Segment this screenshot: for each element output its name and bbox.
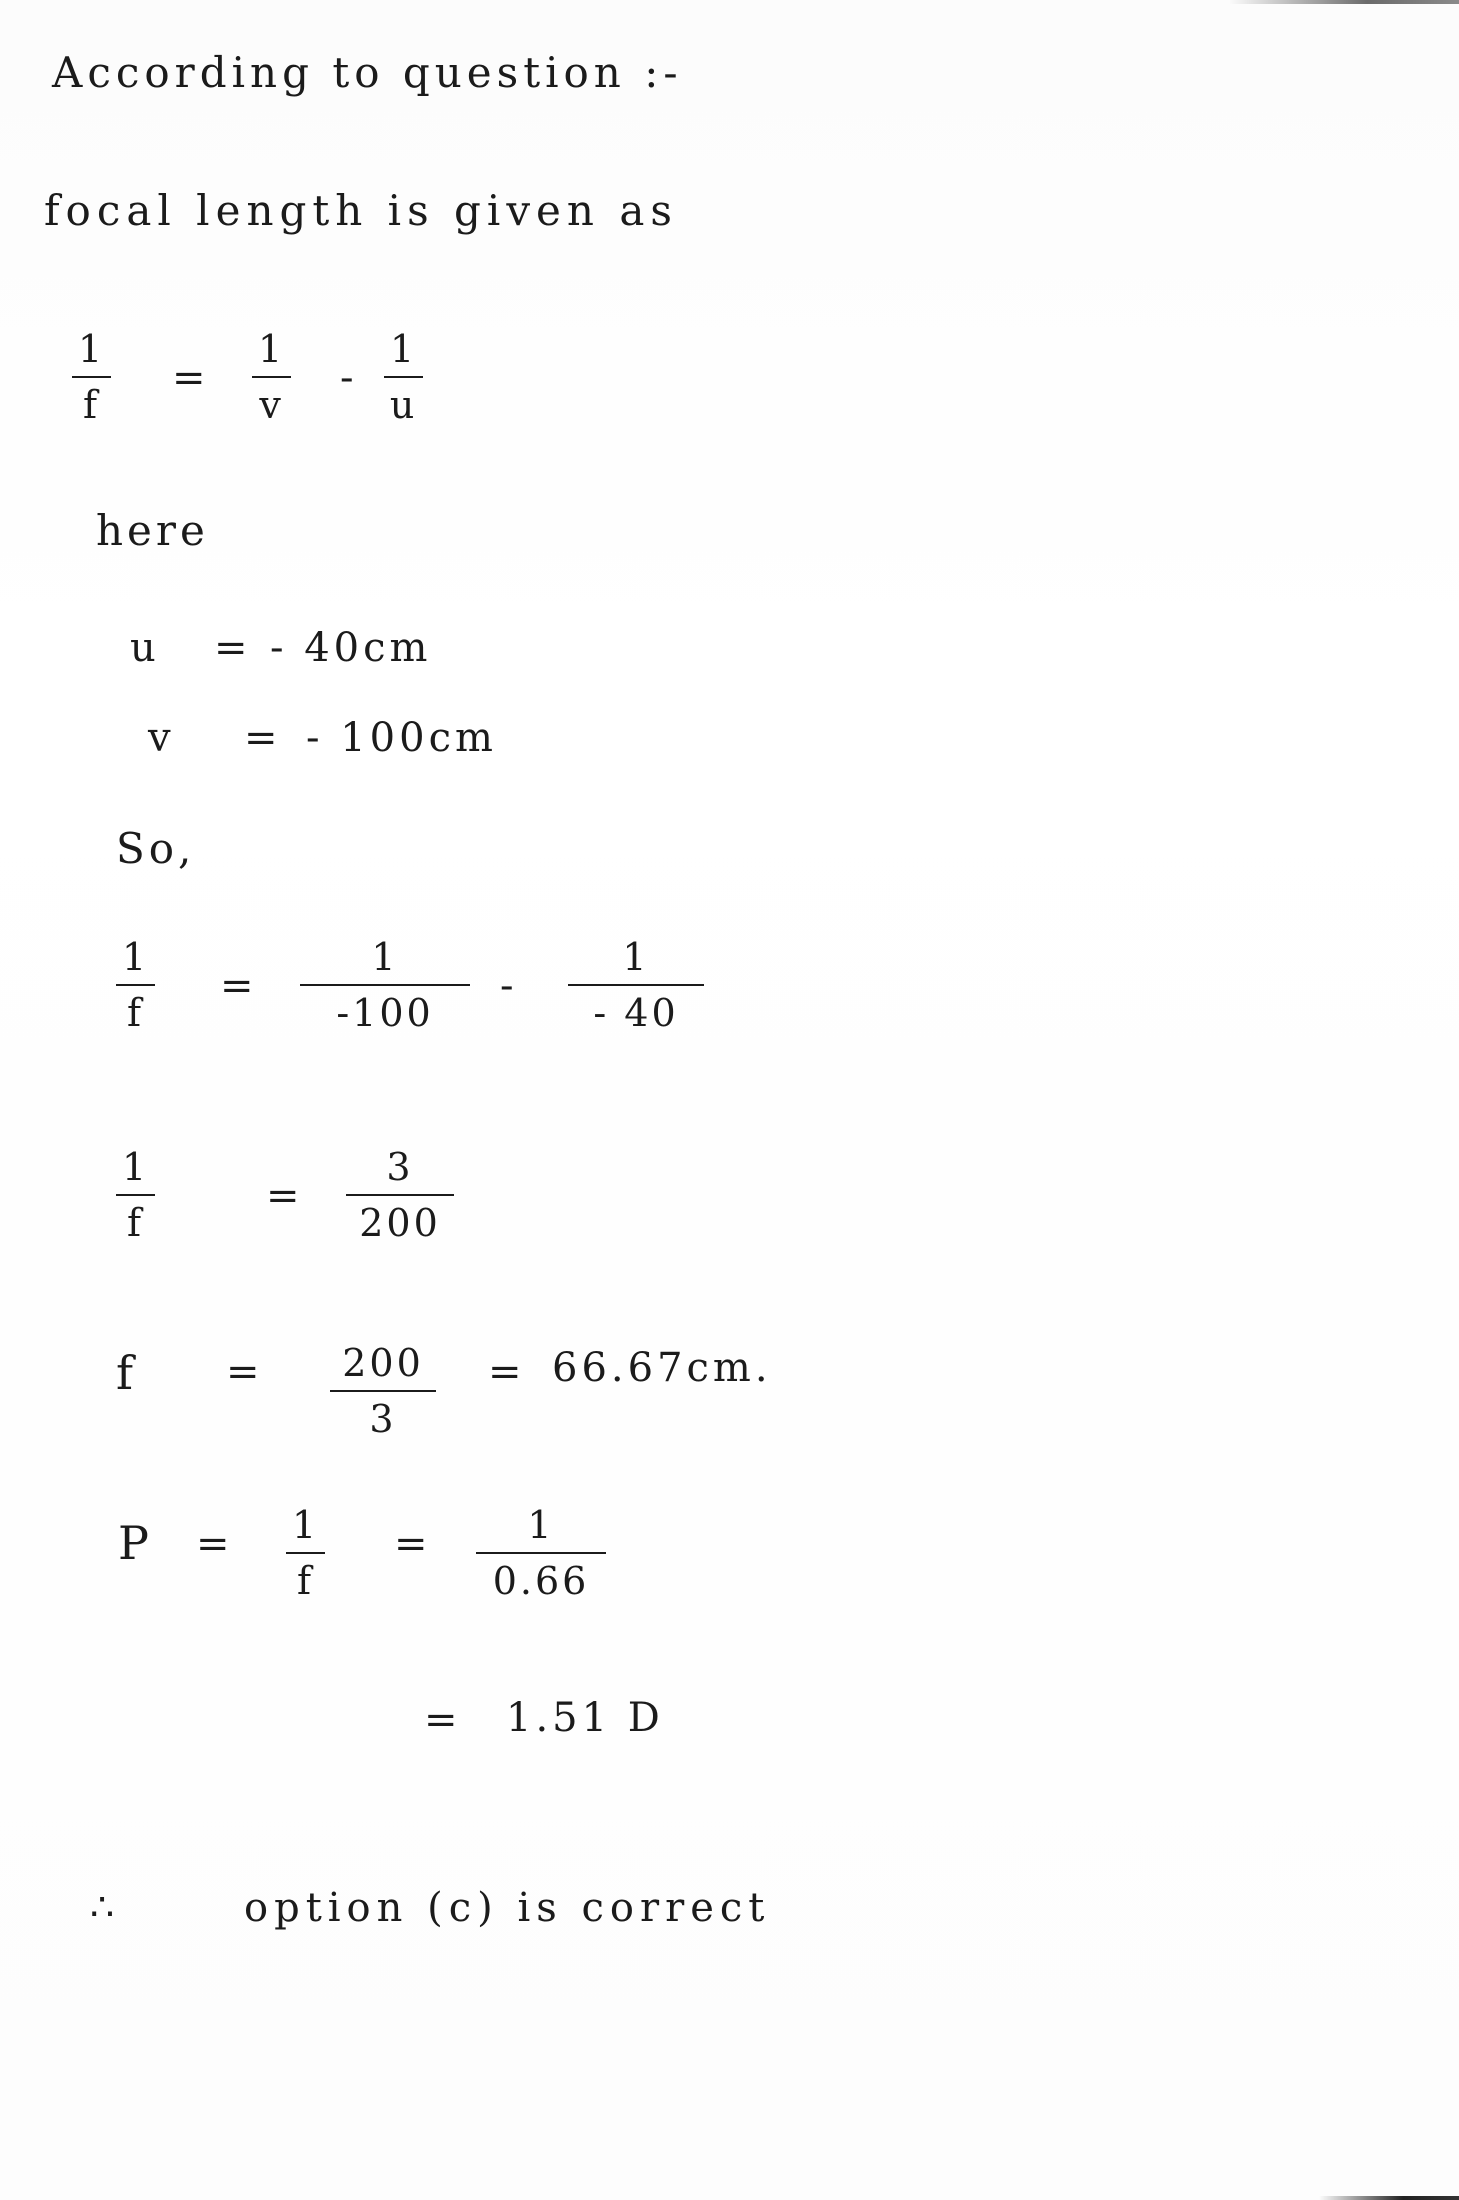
notebook-page: According to question :- focal length is given as 1 f = 1 v - 1 u here u = - 40cm v = - 100cm So, 1 f = 1 -100 - 1 - 40 1 f = 3 200 f = 200 3 = 66.67cm. P = 1 f = 1 0.66 = 1.51 D ∴ option (c) is correct (0, 0, 1459, 2200)
power-result: 1.51 D (506, 1695, 664, 1741)
formula-minus: - (340, 355, 358, 401)
therefore-symbol: ∴ (90, 1885, 119, 1929)
intro-line: focal length is given as (44, 186, 678, 235)
page-edge-top (1229, 0, 1459, 4)
page-edge-bottom (1319, 2196, 1459, 2200)
so-label: So, (116, 824, 196, 873)
formula-term-u: 1 u (384, 330, 423, 424)
formula-term-v: 1 v (252, 330, 291, 424)
formula-lhs: 1 f (72, 330, 111, 424)
heading: According to question :- (52, 48, 683, 97)
formula-equals: = (172, 355, 210, 401)
here-label: here (96, 506, 209, 555)
conclusion-text: option (c) is correct (244, 1885, 771, 1931)
focal-length-result: 66.67cm. (552, 1345, 772, 1391)
